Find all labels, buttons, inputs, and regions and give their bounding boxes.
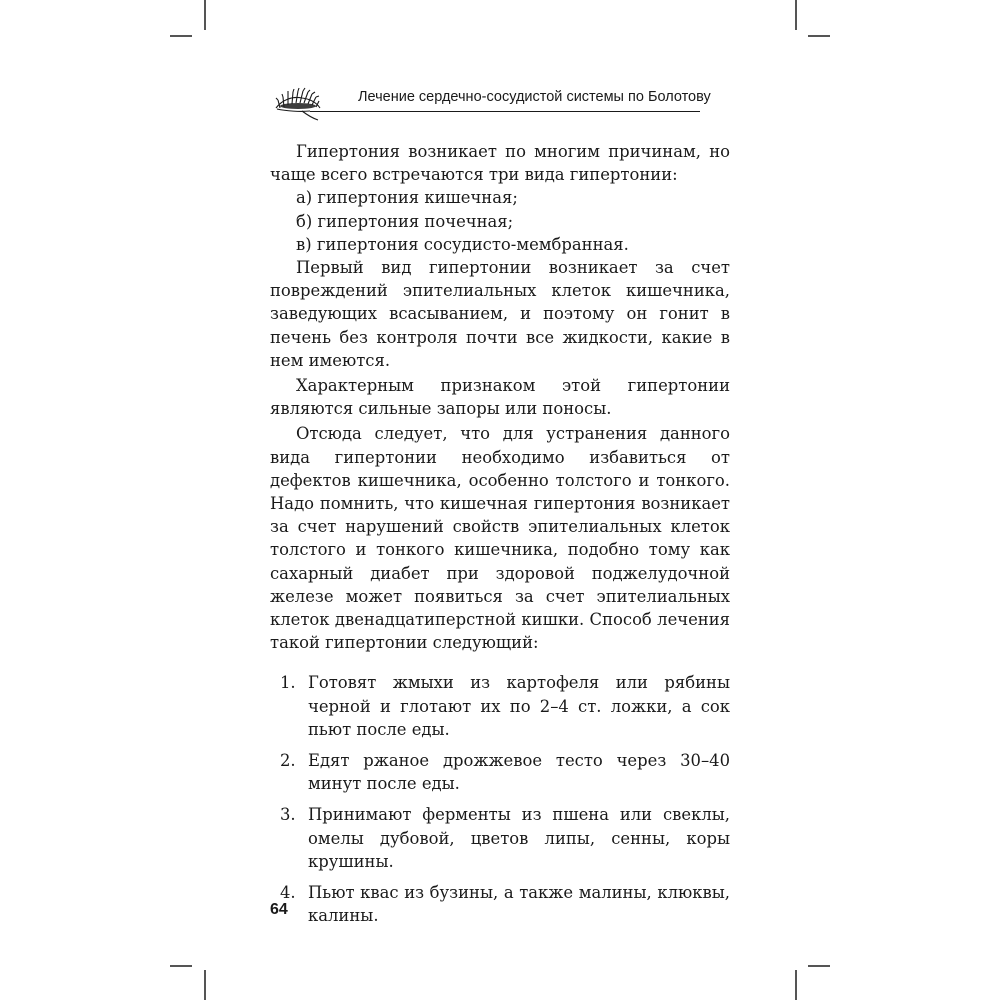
- type-item-a: а) гипертония кишечная;: [296, 188, 518, 208]
- list-item-text: Принимают ферменты из пшена или свеклы, омелы дубовой, цветов липы, сенны, коры крушины.: [308, 805, 730, 871]
- crop-mark-top-left: [204, 0, 206, 30]
- list-item: [270, 749, 730, 795]
- running-header: [272, 78, 711, 122]
- crop-mark-bottom-right-h: [808, 965, 830, 967]
- paragraph-treatment-intro: Отсюда следует, что для устранения данного вида гипертонии необходимо избавиться от дефектов кишечника, особенно толстого и тонкого. Надо помнить, что кишечная гипертония возникает за счет нарушений свойств эпителиальных клеток толстого и тонкого кишечника, подобно тому как сахарный диабет при здоровой поджелудочной железе может появиться за счет эпителиальных клеток двенадцатиперстной кишки. Способ лечения такой гипертонии следующий:: [270, 424, 730, 653]
- page-number: 64: [270, 901, 288, 918]
- crop-mark-bottom-left: [204, 970, 206, 1000]
- list-item: [270, 671, 730, 741]
- crop-mark-bottom-left-h: [170, 965, 192, 967]
- page-body: [270, 140, 730, 936]
- list-item-number: 3.: [280, 805, 296, 825]
- list-item-text: Едят ржаное дрожжевое тесто через 30–40 минут после еды.: [308, 751, 730, 794]
- type-item-b: б) гипертония почечная;: [296, 211, 514, 231]
- list-item-number: 1.: [280, 673, 296, 693]
- header-rule: [310, 111, 700, 112]
- list-item-text: Готовят жмыхи из картофеля или рябины черной и глотают их по 2–4 ст. ложки, а сок пьют после еды.: [308, 673, 730, 739]
- list-item-text: Пьют квас из бузины, а также малины, клюквы, калины.: [308, 883, 730, 926]
- list-item-number: 2.: [280, 751, 296, 771]
- paragraph-symptom: Характерным признаком этой гипертонии являются сильные запоры или поносы.: [270, 376, 730, 419]
- list-item: [270, 881, 730, 927]
- type-item-c: в) гипертония сосудисто-мембранная.: [296, 234, 629, 254]
- list-item: [270, 803, 730, 873]
- crop-mark-bottom-right: [795, 970, 797, 1000]
- intro-paragraph: Гипертония возникает по многим причинам, но чаще всего встречаются три вида гипертонии:: [270, 142, 730, 185]
- crop-mark-top-left-h: [170, 35, 192, 37]
- running-title: Лечение сердечно-сосудистой системы по Болотову: [358, 89, 711, 105]
- dandelion-icon: [272, 78, 330, 122]
- paragraph-first-type: Первый вид гипертонии возникает за счет повреждений эпителиальных клеток кишечника, заведующих всасыванием, и поэтому он гонит в печень без контроля почти все жидкости, какие в нем имеются.: [270, 258, 730, 370]
- list-item-number: 4.: [280, 883, 296, 903]
- crop-mark-top-right: [795, 0, 797, 30]
- treatment-list: [270, 671, 730, 927]
- crop-mark-top-right-h: [808, 35, 830, 37]
